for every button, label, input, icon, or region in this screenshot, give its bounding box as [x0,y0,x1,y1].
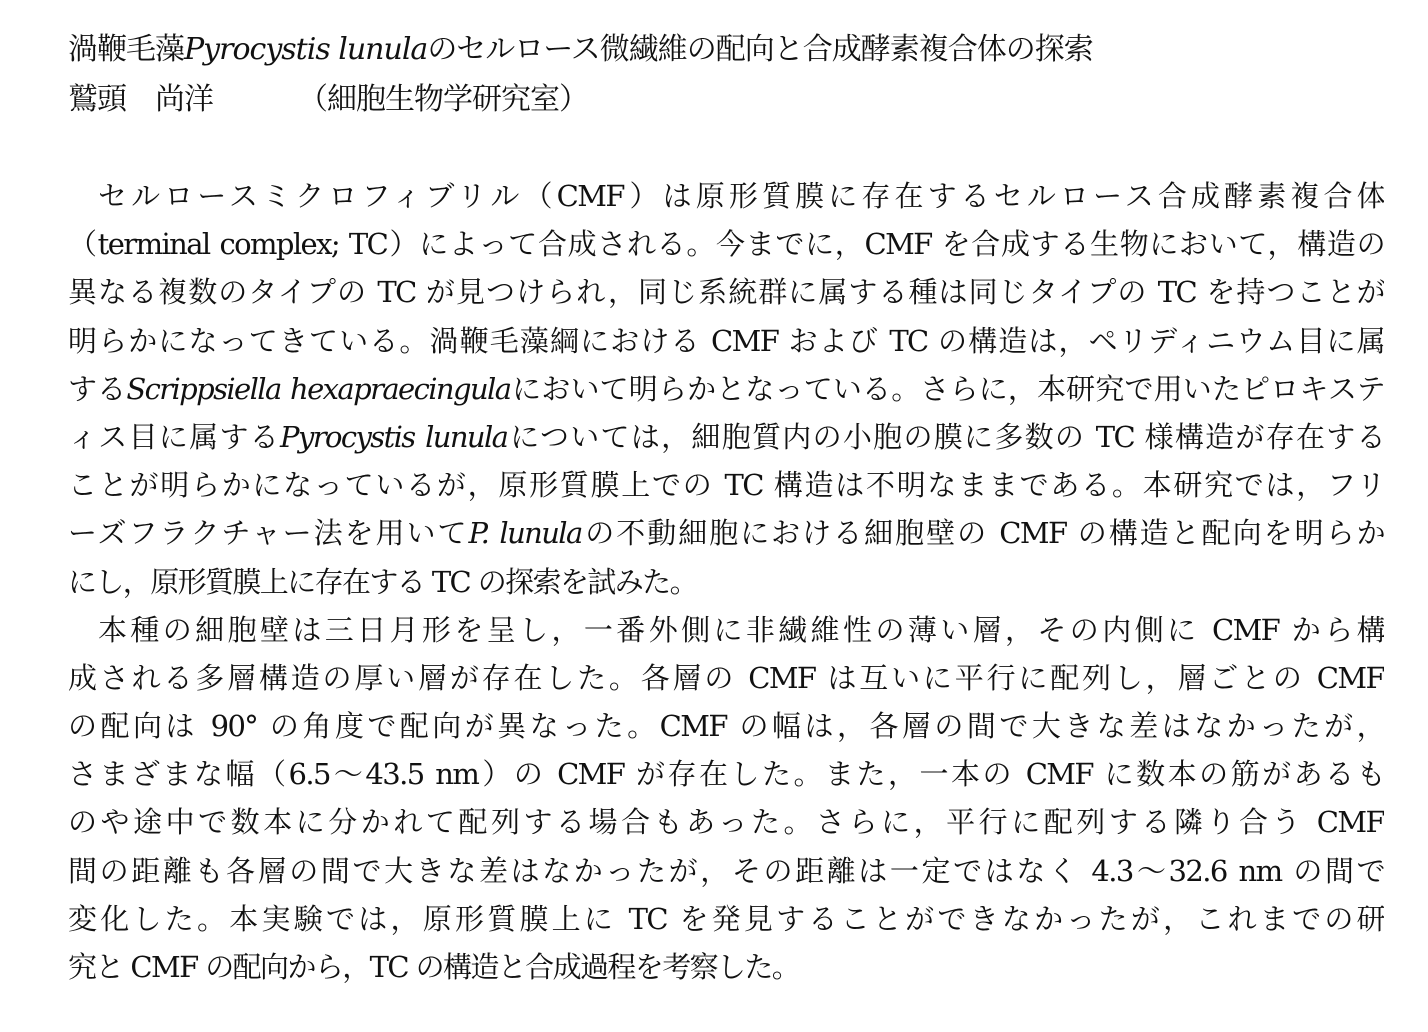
text-line: ことが明らかになっているが，原形質膜上での TC 構造は不明なままである。本研究では，フリ [68,468,1384,503]
text-line: 異なる複数のタイプの TC が見つけられ，同じ系統群に属する種は同じタイプの TC を持つことが [68,275,1384,310]
species-name: Scrippsiella hexapraecingula [126,371,511,406]
title-species-name: Pyrocystis lunula [184,32,428,67]
text-line: にし，原形質膜上に存在する TC の探索を試みた。 [68,564,697,599]
text-line: 変化した。本実験では，原形質膜上に TC を発見することができなかったが，これまでの研 [68,901,1384,936]
text-line: セルロースミクロフィブリル（CMF）は原形質膜に存在するセルロース合成酵素複合体 [98,179,1384,213]
text-line: のや途中で数本に分かれて配列する場合もあった。さらに，平行に配列する隣り合う CMF [68,805,1384,840]
title-suffix: のセルロース微繊維の配向と合成酵素複合体の探索 [427,32,1093,67]
text-line: 本種の細胞壁は三日月形を呈し，一番外側に非繊維性の薄い層，その内側に CMF から構 [98,612,1384,647]
text-line: （terminal complex; TC）によって合成される。今までに，CMF を合成する生物において，構造の [68,227,1384,262]
text-line: さまざまな幅（6.5〜43.5 nm）の CMF が存在した。また，一本の CMF に数本の筋があるも [68,757,1384,792]
title-prefix: 渦鞭毛藻 [68,32,184,67]
text-line: するScrippsiella hexapraecingulaにおいて明らかとなっている。さらに，本研究で用いたピロキステ [68,371,1384,406]
text-line: 間の距離も各層の間で大きな差はなかったが，その距離は一定ではなく 4.3〜32.6 nm の間で [68,853,1384,888]
text-line: 究と CMF の配向から，TC の構造と合成過程を考察した。 [68,950,800,984]
document-title [68,30,1093,70]
author-affiliation: （細胞生物学研究室） [298,82,588,117]
author-name: 鷲頭 尚洋 [68,82,213,117]
author-line [68,80,588,120]
text-line: 成される多層構造の厚い層が存在した。各層の CMF は互いに平行に配列し，層ごとの CMF [68,660,1384,695]
text-line: の配向は 90° の角度で配向が異なった。CMF の幅は，各層の間で大きな差はなかったが， [68,709,1384,744]
text-line: 明らかになってきている。渦鞭毛藻綱における CMF および TC の構造は，ペリディニウム目に属 [68,323,1384,358]
text-line: ーズフラクチャー法を用いてP. lunulaの不動細胞における細胞壁の CMF の構造と配向を明らか [68,516,1384,551]
species-name: Pyrocystis lunula [280,419,508,454]
abstract-body [68,172,1384,991]
species-name: P. lunula [468,516,582,551]
text-line: ィス目に属するPyrocystis lunulaについては，細胞質内の小胞の膜に多数の TC 様構造が存在する [68,419,1384,454]
